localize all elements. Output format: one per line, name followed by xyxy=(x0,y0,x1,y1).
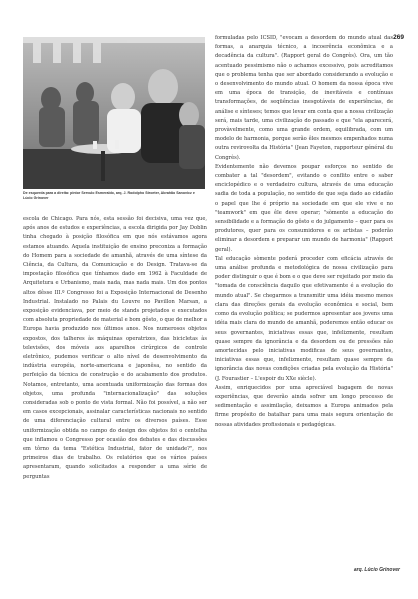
page-number: 269 xyxy=(393,34,404,41)
photo-caption: De esquerda para a direita: pintor Servulo Esmeraldo, arq. J. Rodolpho Stroeter, Abrahão Sanovicz e Lúcio Grinover xyxy=(23,191,195,200)
author-signature: arq. Lúcio Grinover xyxy=(353,567,400,573)
right-column xyxy=(215,34,393,430)
photo-image xyxy=(23,37,205,189)
left-paragraph: escola de Chicago. Para nós, esta sessão foi decisiva, uma vez que, após anos de estudos e experiências, a escola dirigida por Jay Doblin tinha chegado à posição filosófica em que nós estávamos agora estamos atuando. Aquela instituição de ensino preconiza a formação do Homem para a sociedade de amanhã, através de uma síntese da Ciência, da Cultura, da Comunicação e do Design. Tratava-se da impostação filosófica que tínhamos dado em 1962 à Faculdade de Arquitetura e Urbanismo, mais nada, mas nada mais. Um dos pontos altos dêsse III.º Congresso foi a Exposição Internacional de Desenho Industrial. Instalado no Palais du Louvre no Pavillon Marsan, a exposição evidenciava, por meio de stands projetados e executados com absoluta propriedade de material e bom gôsto, o que de melhor a Europa havia produzido nos últimos anos. Nos numerosos objetos expostos, dos talheres às máquinas operatrizes, das bicicletas às televisões, dos móveis aos aparelhos cirúrgicos de controle eletrônico, pudemos verificar o alto nível de desenvolvimento da indústria européia, norte-americana e japonêsa, no sentido da perfeição da técnica de construção e do acabamento dos produtos. Notamos, entretanto, uma acentuada uniformização das formas dos objetos, uma profunda "internacionalização" das soluções consideradas sob o ponto de vista formal. Não foi possível, a não ser em casos excepcionais, assinalar características nacionais no sentido de uma diferenciação cultural entre os diversos países. Esse uniformização obtida no campo do design dos objetos foi o centelha que inflamou o Congresso por ocasião dos debates e das discussões em tôrno da tema "Estética Industrial, fator de unidade?", nos primeiros dias de trabalho. Os relatórios que os vários países apresentaram, quando solicitados a responder a uma série de perguntas xyxy=(23,216,207,480)
right-paragraph-1: formuladas pelo ICSID, "evocam a desordem do mundo atual das formas, a anarquia técnico, a incoerência econômica e a decadência da cultura". (Rapport geral do Congrès). Ora, um tão acentuado pessimismo não o achamos excessivo, pois acreditamos que o problema tenha que ser abordado considerando a evolução e o desenvolvimento do mundo atual. O homem da nossa época vive em uma época de transição, de inevitáveis e contínuas transformações, de seqüências inesgotáveis de experiências, de análise e sínteses; temos que levar em conta que a nossa civilização será, mais tarde, uma civilização do passado e que "ela aparecerá, provàvelmente, como uma grande ordem, equilibrada, com um modelo de harmonia, porque serão êles mesmos empenhados numa outra revirovolta da História" (Jean Fayeton, rapporteur général du Congrès). xyxy=(215,35,393,161)
left-column xyxy=(23,215,207,482)
photograph xyxy=(23,37,205,189)
right-paragraph-4: Assim, enriquecidos por uma apreciável bagagem de novas experiências, que deverão ainda sofrer um longo processo de sedimentação e assimilação, deixamos a Europa animados pela firme propósito de batalhar para uma mais segura orientação de nossas atividades profissionais e pedagógicas. xyxy=(215,384,393,428)
right-paragraph-3: Tal educação sòmente poderá proceder com eficácia através de uma análise profunda e metodológica de nossa civilização para poder distinguir o que é bom e o que deve ser rejeitado por meio da "tomada de consciência daquilo que efetivamente é a evolução do mundo atual". Se chegarmos a transmitir uma idéia mesmo menos clara das direções gerais da evolução econômica e social, bem como da evolução política; se pudermos apresentar aos jovens uma idéia mais clara do mundo de amanhã, poderemos então educar os seus governantes, iniciativas essas que, infelizmente, resultam quase sempre da ignorância e da desordem ou de pressões não amortecidas pelo iniciativas modificas de seus governantes, iniciativas essas que, infelizmente, resultam quase sempre da ignorância das novas condições criadas pela evolução da História" (J. Fourastier – L'espoir du XXe siècle). xyxy=(215,255,393,382)
right-paragraph-2: Evidentemente não devemos poupar esforços no sentido de combater a tal "desordem", evitando o conflito entre o saber enciclopédico e o verdadeiro cultura, através de uma educação sadia de toda a população, no sentido de que seja dado ao cidadão o papel que lhe é próprio na sociedade em que ele vive e no "teamwork" em que êle deve operar; "sòmente a educação do sensibilidade e a formação do gôsto e do julgamento – quer para os produtores, quer para os consumidores e os artistas – poderão eliminar a desordem e preparar um mundo de harmonia" (Rapport geral). xyxy=(215,163,393,253)
